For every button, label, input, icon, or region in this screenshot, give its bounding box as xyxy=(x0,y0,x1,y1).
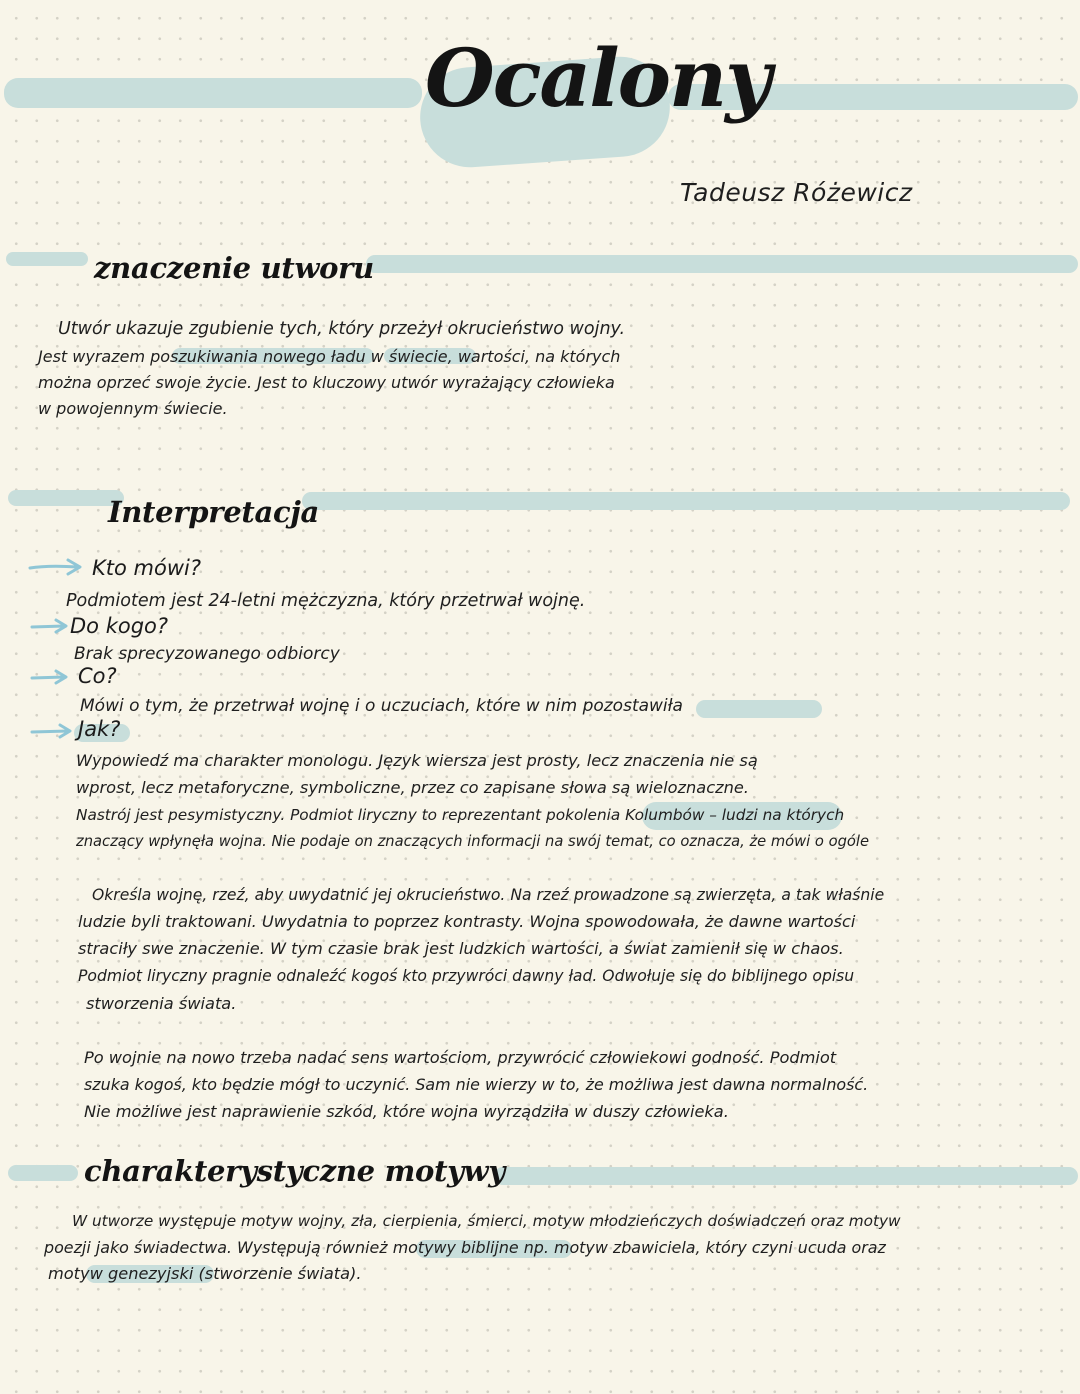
page-title: Ocalony xyxy=(425,31,770,125)
interp-heading: Interpretacja xyxy=(108,495,320,529)
how-line-2: wprost, lecz metaforyczne, symboliczne, przez co zapisane słowa są wieloznaczne. xyxy=(76,778,749,797)
arrow-icon xyxy=(30,722,76,740)
meaning-heading: znaczenie utworu xyxy=(94,251,374,285)
paragraph1-line-2: ludzie byli traktowani. Uwydatnia to poprzez kontrasty. Wojna spowodowała, że dawne wartości xyxy=(78,912,856,931)
meaning-band-left xyxy=(6,252,88,266)
motifs-band-right xyxy=(494,1167,1078,1185)
meaning-line-4: w powojennym świecie. xyxy=(38,399,228,418)
answer-who: Podmiotem jest 24-letni mężczyzna, który przetrwał wojnę. xyxy=(66,591,586,611)
paragraph1-line-4: Podmiot liryczny pragnie odnaleźć kogoś kto przywróci dawny ład. Odwołuje się do biblijnego opisu xyxy=(78,967,855,985)
meaning-line-1: Utwór ukazuje zgubienie tych, który przeżył okrucieństwo wojny. xyxy=(58,319,626,339)
paragraph2-line-1: Po wojnie na nowo trzeba nadać sens wartościom, przywrócić człowiekowi godność. Podmiot xyxy=(84,1048,837,1067)
meaning-line-3: można oprzeć swoje życie. Jest to kluczowy utwór wyrażający człowieka xyxy=(38,373,615,392)
paragraph2-line-2: szuka kogoś, kto będzie mógł to uczynić. Sam nie wierzy w to, że możliwa jest dawna normalność. xyxy=(84,1075,869,1094)
paragraph1-line-5: stworzenia świata. xyxy=(86,994,237,1013)
arrow-icon xyxy=(28,557,84,577)
question-what: Co? xyxy=(78,664,117,688)
question-who: Kto mówi? xyxy=(92,556,201,580)
how-line-4: znaczący wpłynęła wojna. Nie podaje on znaczących informacji na swój temat, co oznacza, że mówi o ogóle xyxy=(76,833,869,850)
question-to-whom: Do kogo? xyxy=(70,614,169,638)
paragraph2-line-3: Nie możliwe jest naprawienie szkód, które wojna wyrządziła w duszy człowieka. xyxy=(84,1102,729,1121)
arrow-icon xyxy=(30,668,70,686)
interp-band-right xyxy=(302,492,1070,510)
meaning-band-right xyxy=(366,255,1078,273)
motifs-line-3: motyw genezyjski (stworzenie świata). xyxy=(48,1264,362,1283)
answer-to-whom: Brak sprecyzowanego odbiorcy xyxy=(74,644,340,664)
question-how: Jak? xyxy=(78,717,121,741)
paragraph1-line-3: straciły swe znaczenie. W tym czasie brak jest ludzkich wartości, a świat zamienił się w chaos. xyxy=(78,939,844,958)
how-line-1: Wypowiedź ma charakter monologu. Język wiersza jest prosty, lecz znaczenia nie są xyxy=(76,751,758,770)
motifs-line-1: W utworze występuje motyw wojny, zła, cierpienia, śmierci, motyw młodzieńczych doświadczeń oraz motyw xyxy=(72,1212,901,1230)
motifs-band-left xyxy=(8,1165,78,1181)
paragraph1-line-1: Określa wojnę, rzeź, aby uwydatnić jej okrucieństwo. Na rzeź prowadzone są zwierzęta, a tak właśnie xyxy=(92,886,885,904)
answer-what: Mówi o tym, że przetrwał wojnę i o uczuciach, które w nim pozostawiła xyxy=(80,696,683,716)
interp-band-left xyxy=(8,490,124,506)
arrow-icon xyxy=(30,617,70,635)
author: Tadeusz Różewicz xyxy=(680,178,913,207)
motifs-heading: charakterystyczne motywy xyxy=(84,1154,505,1188)
answer-what-highlight xyxy=(696,700,822,718)
how-line-3: Nastrój jest pesymistyczny. Podmiot liryczny to reprezentant pokolenia Kolumbów – ludzi na których xyxy=(76,806,845,824)
motifs-line-2: poezji jako świadectwa. Występują również motywy biblijne np. motyw zbawiciela, który czyni ucuda oraz xyxy=(44,1238,886,1257)
meaning-line-2: Jest wyrazem poszukiwania nowego ładu w świecie, wartości, na których xyxy=(38,347,621,366)
title-band-left xyxy=(4,78,422,108)
